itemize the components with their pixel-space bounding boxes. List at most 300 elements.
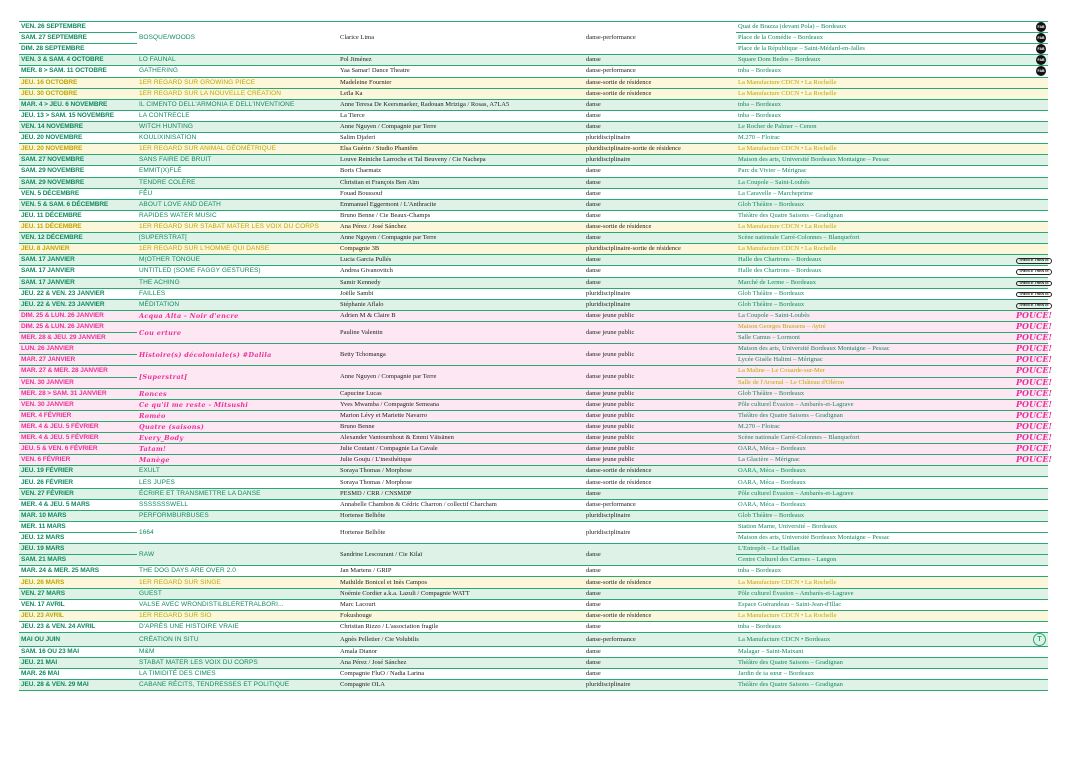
event-artist: Mathilde Bonicel et Inès Campos: [338, 577, 584, 588]
event-badge: [1014, 647, 1048, 658]
event-title: Every_Body: [137, 433, 338, 444]
event-row: [19, 288, 1048, 299]
event-row: [19, 166, 1048, 177]
event-venue: Halle des Chartrons – Bordeaux: [736, 255, 1014, 266]
event-type: danse jeune public: [584, 321, 736, 343]
event-date: MAI OU JUIN: [19, 633, 137, 647]
event-date: SAM. 27 SEPTEMBRE: [19, 33, 137, 44]
event-date: SAM. 29 NOVEMBRE: [19, 166, 137, 177]
event-title: 1ER REGARD SUR STABAT MATER LES VOIX DU CORPS: [137, 221, 338, 232]
pouce-badge-icon: POUCE!: [1016, 365, 1052, 376]
event-venue: Salle de l'Arsenal – Le Château d'Oléron: [736, 377, 1014, 388]
event-artist: Betty Tchomanga: [338, 344, 584, 366]
event-venue: M.270 – Floirac: [736, 133, 1014, 144]
event-title: ÉCRIRE ET TRANSMETTRE LA DANSE: [137, 488, 338, 499]
event-artist: Julie Coutant / Compagnie La Cavale: [338, 444, 584, 455]
event-badge: [1014, 155, 1048, 166]
event-type: danse: [584, 99, 736, 110]
pouce-badge-icon: POUCE!: [1016, 354, 1052, 365]
event-date: MAR. 27 JANVIER: [19, 355, 137, 366]
event-type: danse jeune public: [584, 344, 736, 366]
event-venue: Théâtre des Quatre Saisons – Gradignan: [736, 658, 1014, 669]
event-title: VALSE AVEC WRONDISTILBLERETRALBORI...: [137, 599, 338, 610]
event-type: danse: [584, 599, 736, 610]
event-date: MAR. 24 & MER. 25 MARS: [19, 566, 137, 577]
event-type: danse-sortie de résidence: [584, 610, 736, 621]
event-date: JEU. 22 & VEN. 23 JANVIER: [19, 299, 137, 310]
event-artist: Julie Gouju / L'inesthétique: [338, 455, 584, 466]
event-title: 1ER REGARD SUR SIO: [137, 610, 338, 621]
event-row: [19, 177, 1048, 188]
event-venue: tnba – Bordeaux: [736, 99, 1014, 110]
pouce-badge-icon: POUCE!: [1016, 443, 1052, 454]
event-badge: [1014, 266, 1048, 277]
event-title: Ronces: [137, 388, 338, 399]
event-date: JEU. 26 MARS: [19, 577, 137, 588]
event-venue: OARA, Méca – Bordeaux: [736, 444, 1014, 455]
event-venue: Station Marne, Université – Bordeaux: [736, 521, 1014, 532]
event-badge: [1014, 233, 1048, 244]
event-date: VEN. 27 FÉVRIER: [19, 488, 137, 499]
event-date: MER. 28 > SAM. 31 JANVIER: [19, 388, 137, 399]
event-venue: Glob Théâtre – Bordeaux: [736, 199, 1014, 210]
event-row: [19, 610, 1048, 621]
event-date: DIM. 28 SEPTEMBRE: [19, 44, 137, 55]
event-artist: Jan Martens / GRIP: [338, 566, 584, 577]
pouce-badge-icon: POUCE!: [1016, 343, 1052, 354]
event-artist: Adrien M & Claire B: [338, 310, 584, 321]
event-type: pluridisciplinaire: [584, 510, 736, 521]
event-row: [19, 221, 1048, 232]
event-artist: Christian et François Ben Aïm: [338, 177, 584, 188]
event-type: danse: [584, 255, 736, 266]
event-artist: La Tierce: [338, 110, 584, 121]
pouce-badge-icon: POUCE!: [1016, 432, 1052, 443]
event-row: [19, 566, 1048, 577]
event-badge: [1014, 555, 1048, 566]
event-date: DIM. 25 & LUN. 26 JANVIER: [19, 321, 137, 332]
event-venue: OARA, Méca – Bordeaux: [736, 499, 1014, 510]
event-type: danse: [584, 566, 736, 577]
event-title: Acqua Alta - Noir d'encre: [137, 310, 338, 321]
event-type: danse-performance: [584, 66, 736, 77]
event-venue: OARA, Méca – Bordeaux: [736, 477, 1014, 488]
event-type: danse: [584, 488, 736, 499]
event-row: [19, 510, 1048, 521]
event-venue: Jardin de ta sœur – Bordeaux: [736, 669, 1014, 680]
event-artist: Pol Jiménez: [338, 55, 584, 66]
event-badge: [1014, 166, 1048, 177]
event-venue: tnba – Bordeaux: [736, 621, 1014, 632]
event-date: VEN. 27 MARS: [19, 588, 137, 599]
event-artist: Yves Mwamba / Compagnie Semeana: [338, 399, 584, 410]
event-title: PERFORMBURBUSES: [137, 510, 338, 521]
event-title: [Superstrat[: [137, 366, 338, 388]
event-badge: [1014, 121, 1048, 132]
event-badge: [1014, 110, 1048, 121]
event-badge: [1014, 22, 1048, 33]
event-artist: Yaa Samar! Dance Theatre: [338, 66, 584, 77]
event-row: [19, 680, 1048, 691]
event-row: [19, 66, 1048, 77]
event-venue: Quai de Brazza (devant Pola) – Bordeaux: [736, 22, 1014, 33]
event-artist: Capucine Lucas: [338, 388, 584, 399]
event-row: [19, 88, 1048, 99]
event-type: danse-sortie de résidence: [584, 88, 736, 99]
event-date: SAM. 21 MARS: [19, 555, 137, 566]
event-date: SAM. 17 JANVIER: [19, 255, 137, 266]
event-row: [19, 599, 1048, 610]
event-artist: Sandrine Lescourant / Cie Kilaï: [338, 544, 584, 566]
event-title: D'APRÈS UNE HISTOIRE VRAIE: [137, 621, 338, 632]
event-row: [19, 521, 1048, 532]
event-artist: Louve Reiniche Larroche et Tal Beuveny / Cie Nachepa: [338, 155, 584, 166]
event-venue: Place de la République – Saint-Médard-en-Jalles: [736, 44, 1014, 55]
event-badge: [1014, 499, 1048, 510]
event-type: danse: [584, 544, 736, 566]
event-badge: [1014, 66, 1048, 77]
event-row: [19, 399, 1048, 410]
event-badge: [1014, 510, 1048, 521]
event-type: danse jeune public: [584, 421, 736, 432]
event-venue: La Glacière – Mérignac: [736, 455, 1014, 466]
event-badge: [1014, 44, 1048, 55]
event-type: danse-sortie de résidence: [584, 577, 736, 588]
event-venue: OARA, Méca – Bordeaux: [736, 466, 1014, 477]
event-type: danse jeune public: [584, 366, 736, 388]
event-type: danse: [584, 277, 736, 288]
trente-trente-badge-icon: TRENTE TRENTE: [1016, 303, 1052, 309]
event-venue: Glob Théâtre – Bordeaux: [736, 299, 1014, 310]
event-title: LO FAUNAL: [137, 55, 338, 66]
event-badge: [1014, 199, 1048, 210]
event-venue: La Coupole – Saint-Loubès: [736, 310, 1014, 321]
event-row: [19, 110, 1048, 121]
event-artist: Anne Nguyen / Compagnie par Terre: [338, 121, 584, 132]
event-date: JEU. 30 OCTOBRE: [19, 88, 137, 99]
festival-badge-icon: FAB: [1036, 66, 1046, 76]
event-badge: [1014, 533, 1048, 544]
festival-badge-icon: FAB: [1036, 55, 1046, 65]
event-date: VEN. 12 DÉCEMBRE: [19, 233, 137, 244]
event-venue: Théâtre des Quatre Saisons – Gradignan: [736, 680, 1014, 691]
event-artist: Clarice Lima: [338, 22, 584, 55]
event-venue: Place de la Comédie – Bordeaux: [736, 33, 1014, 44]
event-badge: [1014, 365, 1052, 377]
event-type: danse jeune public: [584, 433, 736, 444]
event-artist: Salim Djaferi: [338, 133, 584, 144]
event-venue: Halle des Chartrons – Bordeaux: [736, 266, 1014, 277]
pouce-badge-icon: POUCE!: [1016, 332, 1052, 343]
event-title: Quatre (saisons): [137, 421, 338, 432]
event-row: [19, 344, 1048, 355]
event-badge: [1014, 77, 1048, 88]
event-badge: [1014, 188, 1048, 199]
event-venue: Salle Camus – Lormont: [736, 333, 1014, 344]
event-venue: Scène nationale Carré-Colonnes – Blanquefort: [736, 433, 1014, 444]
event-venue: Maison Georges Brassens – Aytré: [736, 321, 1014, 332]
event-title: CABANE RÉCITS, TENDRESSES ET POLITIQUE: [137, 680, 338, 691]
event-badge: [1014, 420, 1052, 432]
event-row: [19, 410, 1048, 421]
event-type: danse: [584, 199, 736, 210]
event-badge: [1014, 488, 1048, 499]
event-date: VEN. 6 FÉVRIER: [19, 455, 137, 466]
event-date: JEU. 23 AVRIL: [19, 610, 137, 621]
event-title: MÉDITATION: [137, 299, 338, 310]
event-date: MER. 4 & JEU. 5 FÉVRIER: [19, 433, 137, 444]
event-badge: [1014, 477, 1048, 488]
event-artist: Leïla Ka: [338, 88, 584, 99]
event-artist: Agnès Pelletier / Cie Volubilis: [338, 633, 584, 647]
event-badge: [1014, 680, 1048, 691]
event-badge: [1014, 409, 1052, 421]
event-badge: [1014, 88, 1048, 99]
event-artist: Boris Charmatz: [338, 166, 584, 177]
event-type: pluridisciplinaire-sortie de résidence: [584, 244, 736, 255]
event-badge: [1014, 354, 1052, 366]
event-artist: Andrea Givanovitch: [338, 266, 584, 277]
pouce-badge-icon: POUCE!: [1016, 387, 1052, 398]
event-venue: Maison des arts, Université Bordeaux Montaigne – Pessac: [736, 155, 1014, 166]
event-row: [19, 444, 1048, 455]
event-badge: [1014, 376, 1052, 388]
event-artist: Pauline Valentin: [338, 321, 584, 343]
event-badge: [1014, 544, 1048, 555]
event-badge: [1014, 599, 1048, 610]
pouce-badge-icon: POUCE!: [1016, 309, 1052, 320]
event-title: EXULT: [137, 466, 338, 477]
event-venue: Glob Théâtre – Bordeaux: [736, 510, 1014, 521]
event-artist: Compagnie FluO / Nadia Larina: [338, 669, 584, 680]
event-artist: Soraya Thomas / Morphose: [338, 477, 584, 488]
event-artist: Anne Teresa De Keersmaeker, Radouan Mriziga / Rosas, A7LA5: [338, 99, 584, 110]
event-title: LA CONTRECLE: [137, 110, 338, 121]
event-badge: [1014, 466, 1048, 477]
event-badge: [1014, 443, 1052, 455]
event-row: [19, 366, 1048, 377]
event-title: LES JUPES: [137, 477, 338, 488]
t-logo-icon: T: [1033, 633, 1046, 646]
event-row: [19, 433, 1048, 444]
event-row: [19, 466, 1048, 477]
event-venue: Théâtre des Quatre Saisons – Gradignan: [736, 210, 1014, 221]
event-artist: Noémie Cordier a.k.a. Lazuli / Compagnie WATT: [338, 588, 584, 599]
pouce-badge-icon: POUCE!: [1016, 321, 1052, 331]
event-venue: tnba – Bordeaux: [736, 66, 1014, 77]
event-artist: Fouad Boussouf: [338, 188, 584, 199]
event-row: [19, 310, 1048, 321]
event-title: THE ACHING: [137, 277, 338, 288]
event-badge: [1014, 633, 1048, 647]
event-venue: La Coupole – Saint-Loubès: [736, 177, 1014, 188]
event-venue: La Maline – Le Couarde-sur-Mer: [736, 366, 1014, 377]
event-type: danse: [584, 647, 736, 658]
event-date: JEU. 11 DÉCEMBRE: [19, 221, 137, 232]
event-venue: Square Dom Bedos – Bordeaux: [736, 55, 1014, 66]
event-date: VEN. 5 DÉCEMBRE: [19, 188, 137, 199]
pouce-badge-icon: POUCE!: [1016, 454, 1052, 465]
event-title: BOSQUE/WOODS: [137, 22, 338, 55]
event-row: [19, 121, 1048, 132]
event-badge: [1014, 658, 1048, 669]
event-artist: Compagnie OLA: [338, 680, 584, 691]
event-badge: [1014, 99, 1048, 110]
event-venue: Lycée Gisèle Halimi – Mérignac: [736, 355, 1014, 366]
event-title: Ce qu'il me reste - Mitsushi: [137, 399, 338, 410]
event-title: GATHERING: [137, 66, 338, 77]
event-row: [19, 255, 1048, 266]
event-type: danse jeune public: [584, 399, 736, 410]
event-title: 1ER REGARD SUR ANIMAL GÉOMÉTRIQUE: [137, 144, 338, 155]
programme-rows: [19, 22, 1052, 691]
event-venue: Théâtre des Quatre Saisons – Gradignan: [736, 410, 1014, 421]
trente-trente-badge-icon: TRENTE TRENTE: [1016, 281, 1052, 287]
event-type: danse: [584, 188, 736, 199]
event-artist: Anne Nguyen / Compagnie par Terre: [338, 233, 584, 244]
event-row: [19, 647, 1048, 658]
event-type: danse: [584, 55, 736, 66]
event-artist: Anne Nguyen / Compagnie par Terre: [338, 366, 584, 388]
event-type: pluridisciplinaire: [584, 155, 736, 166]
event-date: JEU. 22 & VEN. 23 JANVIER: [19, 288, 137, 299]
event-row: [19, 188, 1048, 199]
event-title: Manège: [137, 455, 338, 466]
event-venue: La Manufacture CDCN • La Rochelle: [736, 244, 1014, 255]
event-date: JEU. 11 DÉCEMBRE: [19, 210, 137, 221]
event-type: danse: [584, 621, 736, 632]
event-date: SAM. 17 JANVIER: [19, 277, 137, 288]
event-badge: [1014, 255, 1048, 266]
event-title: FAILLES: [137, 288, 338, 299]
event-title: SSSSSSSWELL: [137, 499, 338, 510]
event-date: JEU. 26 FÉVRIER: [19, 477, 137, 488]
event-type: danse: [584, 210, 736, 221]
event-row: [19, 477, 1048, 488]
event-badge: [1014, 221, 1048, 232]
event-artist: Soraya Thomas / Morphose: [338, 466, 584, 477]
event-badge: [1014, 669, 1048, 680]
event-type: danse jeune public: [584, 310, 736, 321]
event-title: SANS FAIRE DE BRUIT: [137, 155, 338, 166]
event-type: danse jeune public: [584, 455, 736, 466]
event-venue: Marché de Lerme – Bordeaux: [736, 277, 1014, 288]
event-venue: Maison des arts, Université Bordeaux Montaigne – Pessac: [736, 533, 1014, 544]
event-date: JEU. 16 OCTOBRE: [19, 77, 137, 88]
event-row: [19, 388, 1048, 399]
event-date: LUN. 26 JANVIER: [19, 344, 137, 355]
event-artist: Madeleine Fournier: [338, 77, 584, 88]
event-badge: [1014, 210, 1048, 221]
event-artist: Emmanuel Eggermont / L'Anthracite: [338, 199, 584, 210]
event-type: danse-sortie de résidence: [584, 77, 736, 88]
event-title: Tatam!: [137, 444, 338, 455]
event-badge: [1014, 588, 1048, 599]
event-venue: Espace Guérandeau – Saint-Jean-d'Illac: [736, 599, 1014, 610]
event-title: Cou erture: [137, 321, 338, 343]
event-artist: Fokushouge: [338, 610, 584, 621]
event-artist: Bruno Benne / Cie Beaux-Champs: [338, 210, 584, 221]
event-row: [19, 633, 1048, 647]
event-venue: tnba – Bordeaux: [736, 110, 1014, 121]
programme-table: [19, 21, 1052, 691]
event-date: VEN. 3 & SAM. 4 OCTOBRE: [19, 55, 137, 66]
event-badge: [1014, 277, 1048, 288]
pouce-badge-icon: POUCE!: [1016, 420, 1052, 431]
event-venue: Le Rocher de Palmer – Cenon: [736, 121, 1014, 132]
event-title: TENDRE COLÈRE: [137, 177, 338, 188]
event-date: MAR. 26 MAI: [19, 669, 137, 680]
event-venue: Pôle culturel Évasion – Ambarès-et-Lagrave: [736, 488, 1014, 499]
event-type: pluridisciplinaire: [584, 299, 736, 310]
event-artist: Annabelle Chambon & Cédric Charron / collectif Charcham: [338, 499, 584, 510]
event-date: MER. 11 MARS: [19, 521, 137, 532]
event-badge: [1014, 621, 1048, 632]
event-badge: [1014, 343, 1052, 355]
event-type: danse: [584, 166, 736, 177]
event-venue: La Manufacture CDCN • La Rochelle: [736, 610, 1014, 621]
event-title: [SUPERSTRAT[: [137, 233, 338, 244]
event-venue: Centre Culturel des Carmes – Langon: [736, 555, 1014, 566]
event-row: [19, 144, 1048, 155]
event-badge: [1014, 177, 1048, 188]
event-row: [19, 244, 1048, 255]
event-date: JEU. 12 MARS: [19, 533, 137, 544]
event-row: [19, 544, 1048, 555]
trente-trente-badge-icon: TRENTE TRENTE: [1016, 292, 1052, 298]
event-title: UNTITLED (SOME FAGGY GESTURES): [137, 266, 338, 277]
event-date: JEU. 13 > SAM. 15 NOVEMBRE: [19, 110, 137, 121]
event-date: VEN. 30 JANVIER: [19, 399, 137, 410]
event-artist: Marc Lacourt: [338, 599, 584, 610]
event-title: STABAT MATER LES VOIX DU CORPS: [137, 658, 338, 669]
event-artist: Ana Pérez / José Sánchez: [338, 658, 584, 669]
event-type: danse-performance: [584, 633, 736, 647]
event-badge: [1014, 321, 1052, 332]
event-row: [19, 499, 1048, 510]
event-artist: Amala Dianor: [338, 647, 584, 658]
event-venue: Glob Théâtre – Bordeaux: [736, 388, 1014, 399]
event-title: Histoire(s) décoloniale(s) #Dalila: [137, 344, 338, 366]
event-title: 1664: [137, 521, 338, 543]
event-venue: La Manufacture CDCN • La Rochelle: [736, 577, 1014, 588]
event-artist: Stéphanie Aflalo: [338, 299, 584, 310]
event-artist: Alexander Vantournhout & Emmi Väisänen: [338, 433, 584, 444]
event-title: KOULIXINISATION: [137, 133, 338, 144]
event-badge: [1014, 133, 1048, 144]
event-artist: Compagnie 3B: [338, 244, 584, 255]
event-row: [19, 155, 1048, 166]
event-type: pluridisciplinaire-sortie de résidence: [584, 144, 736, 155]
event-type: danse-performance: [584, 22, 736, 55]
event-type: danse: [584, 669, 736, 680]
event-date: JEU. 20 NOVEMBRE: [19, 133, 137, 144]
event-venue: Pôle culturel Évasion – Ambarès-et-Lagrave: [736, 399, 1014, 410]
event-title: M(OTHER TONGUE: [137, 255, 338, 266]
event-venue: Malagar – Saint-Maixant: [736, 647, 1014, 658]
event-row: [19, 621, 1048, 632]
pouce-badge-icon: POUCE!: [1016, 409, 1052, 420]
event-type: danse jeune public: [584, 444, 736, 455]
event-row: [19, 266, 1048, 277]
event-date: JEU. 28 & VEN. 29 MAI: [19, 680, 137, 691]
event-badge: [1014, 387, 1052, 399]
event-row: [19, 669, 1048, 680]
event-title: 1ER REGARD SUR GROWING PIECE: [137, 77, 338, 88]
event-venue: L'Entrepôt – Le Haillan: [736, 544, 1014, 555]
event-date: MER. 4 & JEU. 5 MARS: [19, 499, 137, 510]
event-badge: [1014, 332, 1052, 344]
